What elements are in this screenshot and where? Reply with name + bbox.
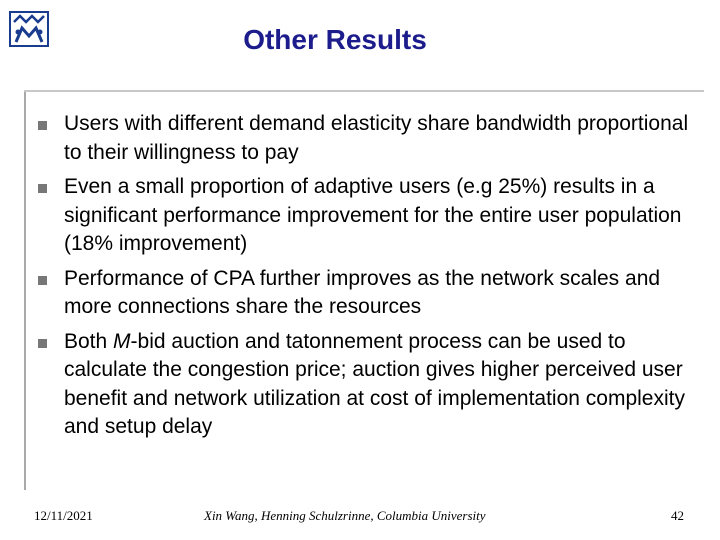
page-number: 42 xyxy=(671,508,684,523)
bullet-text: Performance of CPA further improves as the network scales and more connections share the resources xyxy=(64,266,661,318)
square-bullet-icon xyxy=(38,121,47,130)
content-left-rule xyxy=(24,92,26,490)
bullet-item xyxy=(34,110,704,167)
square-bullet-icon xyxy=(38,276,47,285)
bullet-text-prefix: Both xyxy=(64,329,114,353)
bullet-text: auction and tatonnement process can be used to calculate the congestion price; auction gives higher perceived user benefit and network utilization at cost of implementation complexity and setup delay xyxy=(64,329,685,438)
bullet-text: Even a small proportion of adaptive users (e.g 25%) results in a significant performance improvement for the entire user population (18% improvement) xyxy=(64,175,682,255)
slide-title: Other Results xyxy=(243,24,427,55)
bullet-item xyxy=(34,173,704,259)
content-top-rule xyxy=(24,90,704,92)
bullet-text: Users with different demand elasticity share bandwidth proportional to their willingness to pay xyxy=(64,112,689,164)
footer-author: Xin Wang, Henning Schulzrinne, Columbia University xyxy=(204,508,486,523)
bullet-text-mid: -bid xyxy=(130,329,172,353)
bullet-item xyxy=(34,265,704,322)
footer-date: 12/11/2021 xyxy=(34,508,93,523)
bullet-text-italic: M xyxy=(113,329,131,353)
bullet-list xyxy=(34,110,704,448)
square-bullet-icon xyxy=(38,184,47,193)
square-bullet-icon xyxy=(38,339,47,348)
bullet-item xyxy=(34,328,704,442)
